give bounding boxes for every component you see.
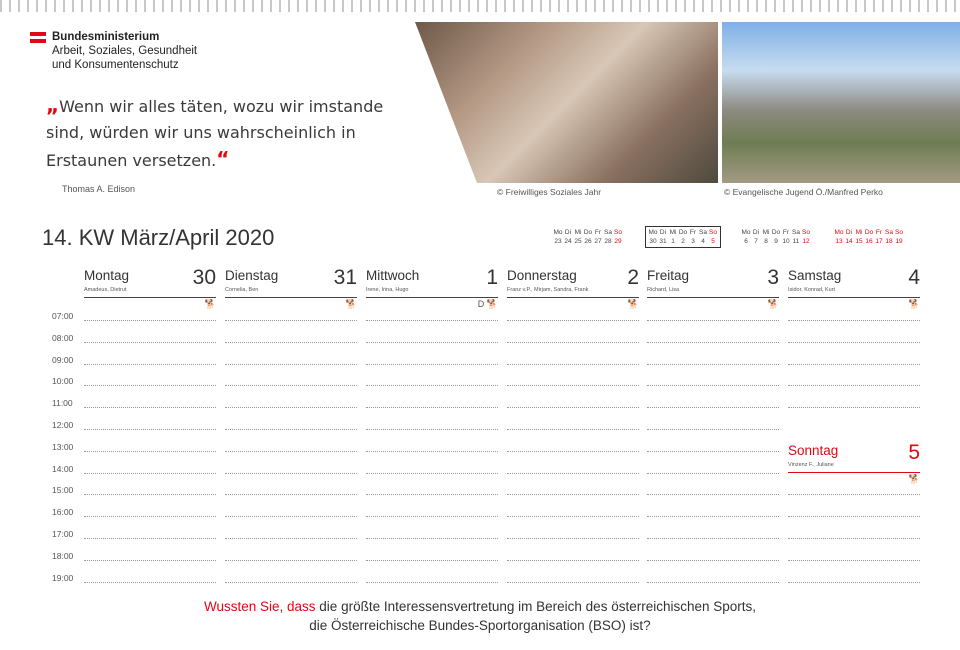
entry-line[interactable] [84, 560, 216, 561]
ministry-logo [30, 30, 197, 72]
hour-label: 12:00 [52, 420, 74, 430]
dog-icon: 🐕 [908, 474, 920, 484]
entry-line[interactable] [647, 473, 779, 474]
ministry-line-1: Bundesministerium [52, 31, 160, 43]
day-number: 1 [486, 266, 498, 289]
entry-line[interactable] [84, 385, 216, 386]
entry-line[interactable] [366, 538, 498, 539]
entry-line[interactable] [647, 538, 779, 539]
day-number: 2 [627, 266, 639, 289]
entry-line[interactable] [225, 516, 357, 517]
mini-calendar-weekday: Mo [553, 229, 563, 236]
entry-line[interactable] [84, 473, 216, 474]
hour-label: 18:00 [52, 550, 74, 561]
mini-calendar-weekday: Mo [741, 229, 751, 236]
mini-calendar-day: 18 [885, 238, 893, 245]
entry-line[interactable] [507, 451, 639, 452]
mini-calendar-day: 5 [711, 238, 715, 245]
mini-calendar [553, 228, 623, 246]
day-column-sonntag [788, 443, 920, 485]
entry-line[interactable] [788, 320, 920, 321]
entry-line[interactable] [507, 494, 639, 495]
mini-calendar-weekday: Di [659, 229, 667, 236]
entry-line[interactable] [225, 342, 357, 343]
mini-calendar-weekday: So [802, 229, 810, 236]
entry-line[interactable] [225, 473, 357, 474]
mini-calendar [645, 226, 721, 248]
mini-calendar-weekday: Fr [594, 229, 602, 236]
name-days: Isidor, Konrad, Kurt [788, 287, 836, 293]
entry-line[interactable] [647, 385, 779, 386]
fact-line-2: die Österreichische Bundes-Sportorganisation (BSO) ist? [309, 618, 651, 633]
mini-calendar-day: 4 [701, 238, 705, 245]
day-number: 5 [908, 441, 920, 464]
entry-line[interactable] [366, 451, 498, 452]
mini-calendar-day: 29 [614, 238, 622, 245]
dog-icon: 🐕 [767, 299, 779, 309]
entry-line[interactable] [366, 494, 498, 495]
entry-line[interactable] [366, 320, 498, 321]
entry-line[interactable] [788, 538, 920, 539]
name-days: Vinzenz F., Juliane [788, 462, 834, 468]
quote [46, 92, 426, 174]
entry-line[interactable] [507, 538, 639, 539]
mini-calendar-weekday: Do [864, 229, 874, 236]
entry-line[interactable] [647, 407, 779, 408]
fact-line-1: die größte Interessensvertretung im Bereich des österreichischen Sports, [315, 599, 757, 614]
entry-line[interactable] [84, 364, 216, 365]
day-column [647, 268, 779, 310]
mini-calendar-weekday: Mi [669, 229, 677, 236]
entry-line[interactable] [788, 342, 920, 343]
entry-line[interactable] [507, 320, 639, 321]
mini-calendar-weekday: Sa [885, 229, 893, 236]
entry-line[interactable] [788, 582, 920, 583]
day-name: Dienstag [225, 268, 279, 283]
mini-calendar-day: 15 [855, 238, 863, 245]
entry-line[interactable] [366, 364, 498, 365]
mini-calendar-day: 26 [584, 238, 592, 245]
mini-calendar-weekday: Do [771, 229, 781, 236]
mini-calendar-weekday: Di [752, 229, 760, 236]
mini-calendar-day: 16 [865, 238, 873, 245]
mini-calendar-day: 9 [774, 238, 778, 245]
mini-calendar-day: 23 [554, 238, 562, 245]
mini-calendar-weekday: Di [845, 229, 853, 236]
name-days: Franz v.P., Mirjam, Sandra, Frank [507, 287, 589, 293]
ministry-line-2: Arbeit, Soziales, Gesundheit [52, 45, 198, 57]
mini-calendar-weekday: Mo [648, 229, 658, 236]
mini-calendar-weekday: So [709, 229, 717, 236]
entry-line[interactable] [788, 516, 920, 517]
mini-calendar-weekday: Do [678, 229, 688, 236]
hour-label: 15:00 [52, 485, 74, 496]
entry-line[interactable] [366, 385, 498, 386]
day-name: Donnerstag [507, 268, 577, 283]
fact-box [0, 597, 960, 635]
entry-line[interactable] [647, 494, 779, 495]
mini-calendar-weekday: Di [564, 229, 572, 236]
day-name: Mittwoch [366, 268, 420, 283]
mini-calendar-weekday: Fr [875, 229, 883, 236]
photo-credit-left: © Freiwilliges Soziales Jahr [497, 187, 602, 197]
entry-line[interactable] [507, 407, 639, 408]
entry-line[interactable] [225, 451, 357, 452]
entry-line[interactable] [647, 582, 779, 583]
entry-line[interactable] [84, 407, 216, 408]
entry-line[interactable] [366, 582, 498, 583]
day-number: 30 [192, 266, 216, 289]
entry-line[interactable] [647, 364, 779, 365]
name-days: Irene, Irina, Hugo [366, 287, 409, 293]
entry-line[interactable] [507, 516, 639, 517]
austria-flag-icon [30, 32, 46, 43]
mini-calendar-day: 28 [604, 238, 612, 245]
entry-line[interactable] [225, 364, 357, 365]
quote-open-mark: „ [46, 93, 60, 117]
photo-castle-tractor [722, 22, 960, 183]
quote-close-mark: “ [216, 147, 230, 171]
entry-line[interactable] [225, 429, 357, 430]
mini-calendar-weekday: Sa [699, 229, 707, 236]
entry-line[interactable] [225, 560, 357, 561]
mini-calendar-day: 10 [782, 238, 790, 245]
mini-calendar-weekday: Mi [574, 229, 582, 236]
day-column [507, 268, 639, 310]
mini-calendar-weekday: So [614, 229, 622, 236]
mini-calendar-day: 13 [835, 238, 843, 245]
day-name: Sonntag [788, 443, 839, 458]
entry-line[interactable] [366, 560, 498, 561]
entry-line[interactable] [647, 429, 779, 430]
mini-calendar [834, 228, 904, 246]
mini-calendar-weekday: So [895, 229, 903, 236]
entry-line[interactable] [366, 407, 498, 408]
entry-line[interactable] [647, 342, 779, 343]
quote-text: Wenn wir alles täten, wozu wir imstande sind, würden wir uns wahrscheinlich in Erstaunen versetzen. [46, 97, 384, 170]
day-name: Montag [84, 268, 130, 283]
entry-line[interactable] [647, 451, 779, 452]
quote-author: Thomas A. Edison [62, 184, 136, 194]
hour-label: 08:00 [52, 332, 74, 343]
entry-line[interactable] [647, 560, 779, 561]
dog-icon: D 🐕 [477, 299, 498, 309]
entry-line[interactable] [507, 582, 639, 583]
dog-icon: 🐕 [908, 299, 920, 309]
mini-calendar-day: 11 [792, 238, 800, 245]
hour-label: 13:00 [52, 441, 74, 452]
mini-calendar-weekday: Fr [689, 229, 697, 236]
entry-line[interactable] [788, 560, 920, 561]
hour-label: 14:00 [52, 463, 74, 474]
mini-calendar-day: 3 [691, 238, 695, 245]
week-title: 14. KW März/April 2020 [42, 225, 275, 250]
mini-calendar-weekday: Mi [762, 229, 770, 236]
hour-label: 16:00 [52, 507, 74, 518]
mini-calendar-weekday: Mi [855, 229, 863, 236]
entry-line[interactable] [507, 385, 639, 386]
day-name: Samstag [788, 268, 842, 283]
entry-line[interactable] [507, 473, 639, 474]
mini-calendar-day: 7 [754, 238, 758, 245]
entry-line[interactable] [788, 385, 920, 386]
entry-line[interactable] [225, 582, 357, 583]
entry-line[interactable] [366, 429, 498, 430]
entry-line[interactable] [84, 429, 216, 430]
fact-lead: Wussten Sie, dass [203, 599, 316, 614]
name-days: Richard, Lisa [647, 287, 680, 293]
entry-line[interactable] [788, 494, 920, 495]
hour-label: 11:00 [52, 398, 73, 409]
day-number: 31 [333, 266, 357, 289]
entry-line[interactable] [225, 320, 357, 321]
entry-line[interactable] [507, 560, 639, 561]
day-number: 3 [767, 266, 779, 289]
entry-line[interactable] [366, 473, 498, 474]
entry-line[interactable] [84, 451, 216, 452]
hour-label: 09:00 [52, 354, 74, 365]
entry-line[interactable] [84, 320, 216, 321]
entry-line[interactable] [366, 516, 498, 517]
entry-line[interactable] [647, 516, 779, 517]
mini-calendar-day: 25 [574, 238, 582, 245]
entry-line[interactable] [225, 385, 357, 386]
dog-icon: 🐕 [627, 299, 639, 309]
hour-label: 10:00 [52, 376, 74, 387]
hour-label: 07:00 [52, 311, 74, 321]
mini-calendar-weekday: Sa [604, 229, 612, 236]
entry-line[interactable] [507, 342, 639, 343]
day-column [84, 268, 216, 310]
mini-calendar-day: 31 [659, 238, 667, 245]
mini-calendar-day: 1 [671, 238, 675, 245]
photo-credit-right: © Evangelische Jugend Ö./Manfred Perko [724, 187, 883, 197]
mini-calendar-weekday: Sa [792, 229, 800, 236]
mini-calendar-weekday: Do [583, 229, 593, 236]
ministry-line-3: und Konsumentenschutz [52, 59, 179, 71]
entry-line[interactable] [225, 494, 357, 495]
day-column [366, 268, 498, 310]
entry-line[interactable] [84, 538, 216, 539]
mini-calendar-weekday: Mo [834, 229, 844, 236]
entry-line[interactable] [84, 582, 216, 583]
dog-icon: 🐕 [345, 299, 357, 309]
mini-calendar-day: 6 [744, 238, 748, 245]
mini-calendar-day: 30 [649, 238, 657, 245]
entry-line[interactable] [84, 516, 216, 517]
entry-line[interactable] [225, 407, 357, 408]
entry-line[interactable] [507, 429, 639, 430]
hour-label: 19:00 [52, 572, 74, 583]
dog-icon: 🐕 [204, 299, 216, 309]
hour-label: 17:00 [52, 529, 74, 539]
day-number: 4 [908, 266, 920, 289]
day-name: Freitag [647, 268, 690, 283]
mini-calendar-day: 2 [681, 238, 685, 245]
mini-calendar-day: 19 [895, 238, 903, 245]
mini-calendar-day: 8 [764, 238, 768, 245]
mini-calendar-day: 12 [802, 238, 810, 245]
entry-line[interactable] [84, 494, 216, 495]
entry-line[interactable] [788, 407, 920, 408]
entry-line[interactable] [507, 364, 639, 365]
spiral-binding [0, 0, 960, 12]
mini-calendar [741, 228, 811, 246]
entry-line[interactable] [84, 342, 216, 343]
mini-calendar-day: 14 [845, 238, 853, 245]
mini-calendar-day: 24 [564, 238, 572, 245]
entry-line[interactable] [366, 342, 498, 343]
photo-children-reading [415, 22, 718, 183]
mini-calendar-day: 27 [594, 238, 602, 245]
entry-line[interactable] [788, 364, 920, 365]
day-column [788, 268, 920, 310]
day-column [225, 268, 357, 310]
name-days: Amadeus, Dietrut [84, 287, 127, 293]
entry-line[interactable] [647, 320, 779, 321]
mini-calendar-day: 17 [875, 238, 883, 245]
mini-calendar-weekday: Fr [782, 229, 790, 236]
entry-line[interactable] [225, 538, 357, 539]
name-days: Cornelia, Ben [225, 287, 259, 293]
